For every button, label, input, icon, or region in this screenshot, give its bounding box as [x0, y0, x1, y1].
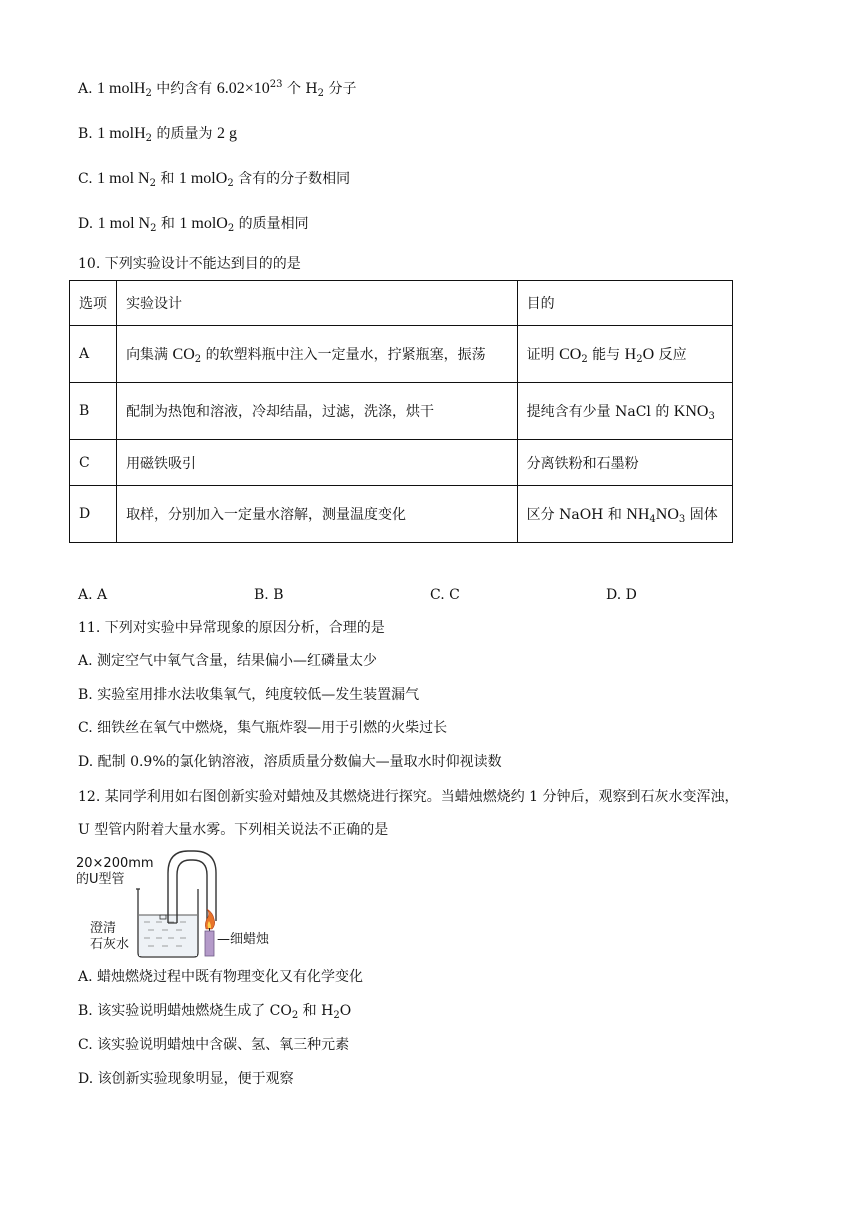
q9-option-b: B. 1 molH$_2$ 的质量为 2 g: [78, 125, 237, 144]
q11-option-b: B. 实验室用排水法收集氧气，纯度较低—发生装置漏气: [78, 687, 420, 703]
header-goal: 目的: [517, 281, 732, 326]
table-header-row: [70, 281, 733, 326]
q12-stem-line1: 12. 某同学利用如右图创新实验对蜡烛及其燃烧进行探究。当蜡烛燃烧约 1 分钟后，观察到石灰水变浑浊，: [78, 789, 739, 805]
q12-option-c: C. 该实验说明蜡烛中含碳、氢、氧三种元素: [78, 1037, 350, 1053]
row-goal: 证明 $CO_2$ 能与 $H_2O$ 反应: [517, 326, 732, 383]
candle-label: —细蜡烛: [217, 932, 270, 947]
row-option: C: [70, 440, 117, 486]
header-design: 实验设计: [117, 281, 518, 326]
table-row: [70, 486, 733, 543]
q10-choice-b: B. B: [254, 587, 284, 603]
q9-option-a: A. 1 molH$_2$ 中约含有 $6.02\times 10^{23}$ 个 $H_2$ 分子: [78, 79, 357, 99]
q11-option-c: C. 细铁丝在氧气中燃烧，集气瓶炸裂—用于引燃的火柴过长: [78, 720, 448, 736]
table-row: [70, 440, 733, 486]
u-tube-apparatus-figure: [76, 847, 286, 959]
tube-type-label: 的U型管: [76, 872, 125, 887]
row-design: 向集满 $CO_2$ 的软塑料瓶中注入一定量水，拧紧瓶塞，振荡: [117, 326, 518, 383]
row-goal: 区分 NaOH 和 $NH_4NO_3$ 固体: [517, 486, 732, 543]
q11-stem: 11. 下列对实验中异常现象的原因分析，合理的是: [78, 620, 385, 636]
q11-option-d: D. 配制 0.9%的氯化钠溶液，溶质质量分数偏大—量取水时仰视读数: [78, 754, 502, 770]
table-row: [70, 383, 733, 440]
row-option: D: [70, 486, 117, 543]
q10-choice-c: C. C: [430, 587, 460, 603]
q12-option-a: A. 蜡烛燃烧过程中既有物理变化又有化学变化: [78, 969, 364, 985]
row-design: 取样，分别加入一定量水溶解，测量温度变化: [117, 486, 518, 543]
q9-option-c: C. 1 mol $N_2$ 和 1 molO$_2$ 含有的分子数相同: [78, 170, 351, 189]
q10-choice-a: A. A: [78, 587, 108, 603]
row-design: 用磁铁吸引: [117, 440, 518, 486]
row-design: 配制为热饱和溶液，冷却结晶，过滤，洗涤，烘干: [117, 383, 518, 440]
row-goal: 分离铁粉和石墨粉: [517, 440, 732, 486]
table-row: [70, 326, 733, 383]
limewater-label-line1: 澄清: [90, 921, 117, 936]
q12-stem-line2: U 型管内附着大量水雾。下列相关说法不正确的是: [78, 822, 389, 838]
row-option: A: [70, 326, 117, 383]
q11-option-a: A. 测定空气中氧气含量，结果偏小—红磷量太少: [78, 653, 378, 669]
row-goal: 提纯含有少量 NaCl 的 $KNO_3$: [517, 383, 732, 440]
q12-option-d: D. 该创新实验现象明显，便于观察: [78, 1071, 294, 1087]
limewater-label-line2: 石灰水: [90, 937, 130, 952]
tube-size-label: 20×200mm: [76, 856, 154, 871]
experiment-table: [69, 280, 733, 543]
row-option: B: [70, 383, 117, 440]
q10-stem: 10. 下列实验设计不能达到目的的是: [78, 256, 301, 272]
q10-choice-d: D. D: [606, 587, 637, 603]
q12-option-b: B. 该实验说明蜡烛燃烧生成了 $CO_2$ 和 $H_2O$: [78, 1003, 352, 1021]
q9-option-d: D. 1 mol $N_2$ 和 1 molO$_2$ 的质量相同: [78, 215, 309, 234]
header-option: 选项: [70, 281, 117, 326]
